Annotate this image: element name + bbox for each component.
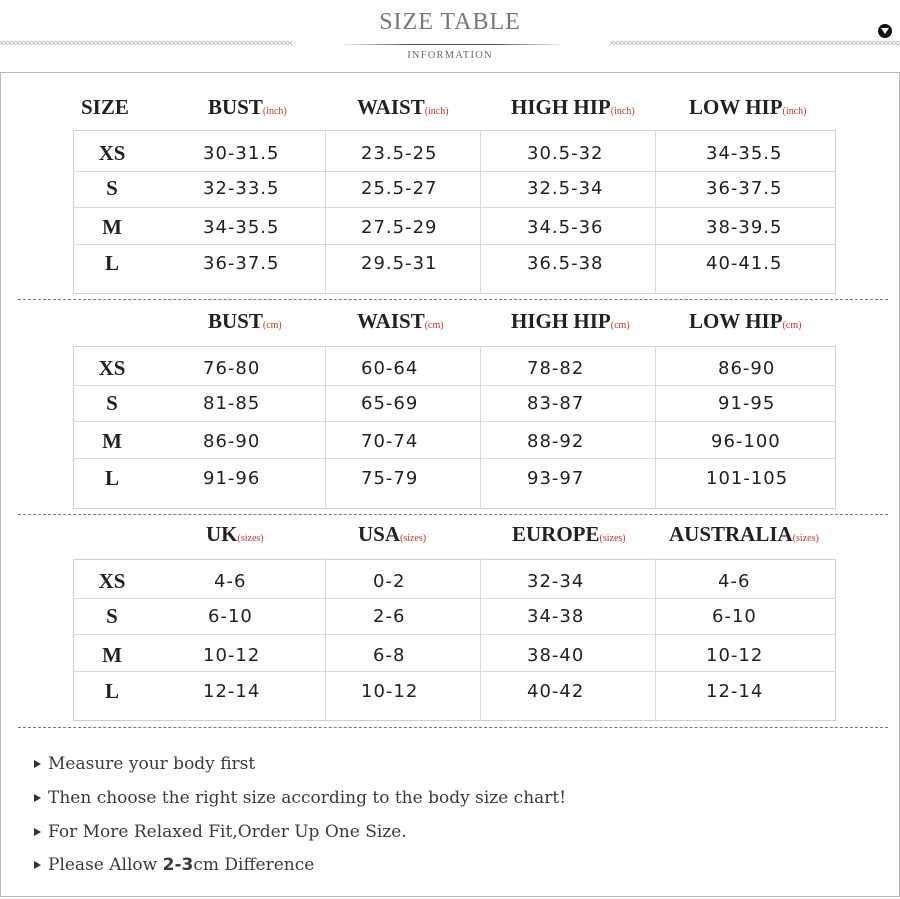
table-cell: 30.5-32: [527, 143, 604, 164]
table-cell: 88-92: [527, 431, 585, 452]
row-divider: [73, 244, 836, 245]
bullet-arrow-icon: [34, 794, 41, 802]
row-divider: [73, 458, 836, 459]
column-header-bust-cm: BUST(cm): [208, 309, 282, 333]
table-cell: 6-10: [712, 606, 757, 627]
size-label-m: M: [102, 429, 122, 453]
size-label-m: M: [102, 215, 122, 239]
column-header-australia: AUSTRALIA(sizes): [669, 522, 819, 546]
column-header-usa: USA(sizes): [358, 522, 427, 546]
note-measure-first: Measure your body first: [34, 754, 255, 774]
table-cell: 27.5-29: [361, 217, 438, 238]
size-label-s: S: [106, 604, 118, 628]
table-cell: 36-37.5: [706, 178, 783, 199]
row-divider: [73, 171, 836, 172]
size-label-xs: XS: [98, 569, 126, 593]
column-header-uk: UK(sizes): [206, 522, 264, 546]
table-cell: 32.5-34: [527, 178, 604, 199]
column-header-low-hip-inch: LOW HIP(inch): [689, 95, 807, 119]
page-title: SIZE TABLE: [379, 9, 521, 35]
table-cell: 101-105: [706, 468, 789, 489]
table-cell: 40-42: [527, 681, 585, 702]
column-divider: [325, 130, 326, 294]
table-cell: 34.5-36: [527, 217, 604, 238]
table-cell: 32-34: [527, 571, 585, 592]
header-ornament-right: [610, 40, 900, 46]
table-cell: 38-40: [527, 645, 585, 666]
bullet-arrow-icon: [34, 861, 41, 869]
table-cell: 2-6: [373, 606, 406, 627]
column-header-low-hip-cm: LOW HIP(cm): [689, 309, 802, 333]
table-cell: 81-85: [203, 393, 261, 414]
column-header-high-hip-inch: HIGH HIP(inch): [511, 95, 635, 119]
table-cell: 34-38: [527, 606, 585, 627]
size-label-m: M: [102, 643, 122, 667]
note-choose-size: Then choose the right size according to the body size chart!: [34, 788, 566, 808]
column-divider: [325, 346, 326, 509]
table-cell: 36-37.5: [203, 253, 280, 274]
table-cell: 4-6: [718, 571, 751, 592]
table-cell: 36.5-38: [527, 253, 604, 274]
table-cell: 6-8: [373, 645, 406, 666]
table-cell: 93-97: [527, 468, 585, 489]
table-cell: 10-12: [706, 645, 764, 666]
table-cell: 70-74: [361, 431, 419, 452]
column-header-europe: EUROPE(sizes): [512, 522, 626, 546]
size-column-header: SIZE: [81, 95, 129, 119]
row-divider: [73, 421, 836, 422]
table-cell: 32-33.5: [203, 178, 280, 199]
table-cell: 60-64: [361, 358, 419, 379]
column-header-waist-cm: WAIST(cm): [357, 309, 444, 333]
table-cell: 86-90: [203, 431, 261, 452]
table-cell: 34-35.5: [203, 217, 280, 238]
table-cell: 86-90: [718, 358, 776, 379]
table-cell: 65-69: [361, 393, 419, 414]
column-divider: [325, 559, 326, 721]
column-divider: [480, 130, 481, 294]
section-divider: [18, 299, 888, 300]
table-cell: 4-6: [214, 571, 247, 592]
table-cell: 78-82: [527, 358, 585, 379]
table-cell: 12-14: [203, 681, 261, 702]
table-cell: 12-14: [706, 681, 764, 702]
table-cell: 6-10: [208, 606, 253, 627]
table-cell: 38-39.5: [706, 217, 783, 238]
column-header-waist-inch: WAIST(inch): [357, 95, 449, 119]
table-cell: 83-87: [527, 393, 585, 414]
row-divider: [73, 634, 836, 635]
column-divider: [655, 130, 656, 294]
table-cell: 34-35.5: [706, 143, 783, 164]
table-cell: 25.5-27: [361, 178, 438, 199]
table-cell: 40-41.5: [706, 253, 783, 274]
page-subtitle: INFORMATION: [407, 50, 493, 61]
section-divider: [18, 727, 888, 728]
header-ornament-left: [0, 40, 292, 46]
bullet-arrow-icon: [34, 760, 41, 768]
size-label-l: L: [104, 251, 119, 275]
title-underline: [338, 44, 566, 45]
table-cell: 10-12: [203, 645, 261, 666]
size-label-l: L: [104, 466, 119, 490]
row-divider: [73, 671, 836, 672]
table-cell: 10-12: [361, 681, 419, 702]
size-label-s: S: [106, 391, 118, 415]
table-cell: 76-80: [203, 358, 261, 379]
column-header-bust-inch: BUST(inch): [208, 95, 287, 119]
column-header-high-hip-cm: HIGH HIP(cm): [511, 309, 630, 333]
chevron-down-circle-icon[interactable]: [878, 24, 892, 38]
bullet-arrow-icon: [34, 828, 41, 836]
column-divider: [480, 559, 481, 721]
note-allow-difference: Please Allow 2-3cm Difference: [34, 855, 314, 875]
row-divider: [73, 207, 836, 208]
size-label-xs: XS: [98, 141, 126, 165]
row-divider: [73, 598, 836, 599]
section-divider: [18, 514, 888, 515]
size-label-l: L: [104, 679, 119, 703]
size-label-s: S: [106, 176, 118, 200]
column-divider: [480, 346, 481, 509]
column-divider: [655, 559, 656, 721]
table-cell: 30-31.5: [203, 143, 280, 164]
table-cell: 91-95: [718, 393, 776, 414]
table-cell: 0-2: [373, 571, 406, 592]
column-divider: [655, 346, 656, 509]
table-cell: 91-96: [203, 468, 261, 489]
note-relaxed-fit: For More Relaxed Fit,Order Up One Size.: [34, 822, 407, 842]
table-cell: 75-79: [361, 468, 419, 489]
table-cell: 23.5-25: [361, 143, 438, 164]
table-cell: 29.5-31: [361, 253, 438, 274]
row-divider: [73, 385, 836, 386]
size-label-xs: XS: [98, 356, 126, 380]
table-cell: 96-100: [711, 431, 781, 452]
